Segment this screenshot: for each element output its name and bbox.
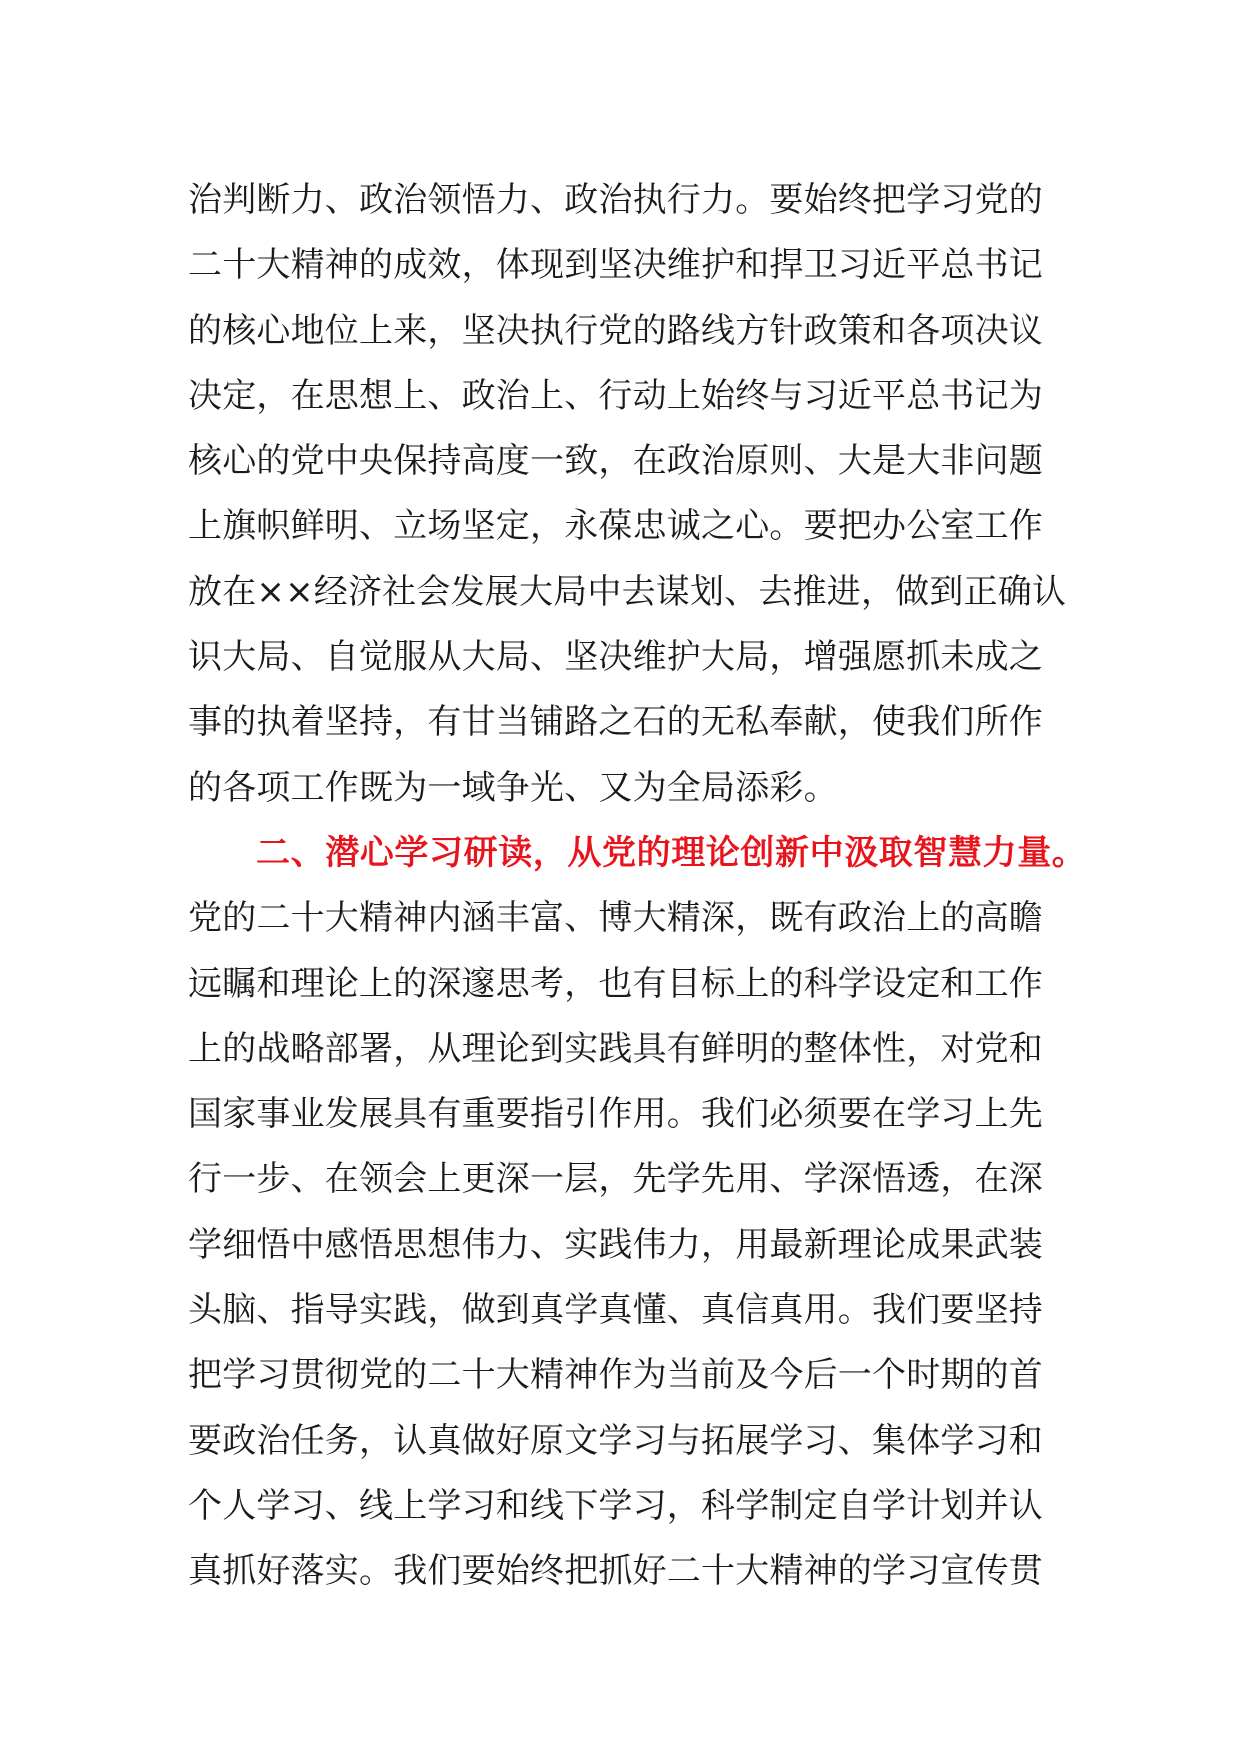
text-line: 真抓好落实。我们要始终把抓好二十大精神的学习宣传贯 bbox=[188, 1551, 1043, 1592]
text-line: 党的二十大精神内涵丰富、博大精深，既有政治上的高瞻 bbox=[188, 898, 1043, 939]
document-body bbox=[188, 168, 1087, 1605]
text-line: 放在××经济社会发展大局中去谋划、去推进，做到正确认 bbox=[188, 571, 1067, 612]
text-line: 要政治任务，认真做好原文学习与拓展学习、集体学习和 bbox=[188, 1420, 1043, 1461]
section-heading: 二、潜心学习研读，从党的理论创新中汲取智慧力量。 bbox=[256, 832, 1087, 873]
text-line: 治判断力、政治领悟力、政治执行力。要始终把学习党的 bbox=[188, 180, 1043, 220]
text-line: 学细悟中感悟思想伟力、实践伟力，用最新理论成果武装 bbox=[188, 1224, 1043, 1265]
text-line: 上的战略部署，从理论到实践具有鲜明的整体性，对党和 bbox=[188, 1028, 1043, 1069]
text-line: 事的执着坚持，有甘当铺路之石的无私奉献，使我们所作 bbox=[188, 702, 1043, 743]
text-line: 核心的党中央保持高度一致，在政治原则、大是大非问题 bbox=[188, 441, 1043, 482]
text-line: 二十大精神的成效，体现到坚决维护和捍卫习近平总书记 bbox=[188, 245, 1043, 286]
text-line: 决定，在思想上、政治上、行动上始终与习近平总书记为 bbox=[188, 375, 1043, 416]
text-line: 远瞩和理论上的深邃思考，也有目标上的科学设定和工作 bbox=[188, 963, 1043, 1004]
text-line: 个人学习、线上学习和线下学习，科学制定自学计划并认 bbox=[188, 1485, 1043, 1526]
text-line: 国家事业发展具有重要指引作用。我们必须要在学习上先 bbox=[188, 1094, 1043, 1135]
text-line: 的核心地位上来，坚决执行党的路线方针政策和各项决议 bbox=[188, 310, 1043, 351]
text-line: 的各项工作既为一域争光、又为全局添彩。 bbox=[188, 767, 838, 808]
text-line: 行一步、在领会上更深一层，先学先用、学深悟透，在深 bbox=[188, 1159, 1043, 1200]
text-line: 上旗帜鲜明、立场坚定，永葆忠诚之心。要把办公室工作 bbox=[188, 506, 1043, 547]
text-line: 把学习贯彻党的二十大精神作为当前及今后一个时期的首 bbox=[188, 1355, 1043, 1396]
text-line: 头脑、指导实践，做到真学真懂、真信真用。我们要坚持 bbox=[188, 1290, 1043, 1331]
text-line: 识大局、自觉服从大局、坚决维护大局，增强愿抓未成之 bbox=[188, 637, 1043, 678]
